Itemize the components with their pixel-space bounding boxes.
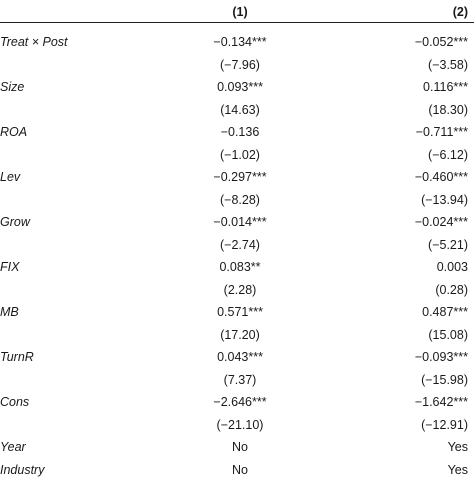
table-row xyxy=(0,391,474,413)
table-row xyxy=(0,76,474,98)
column-header-1: (1) xyxy=(232,5,248,19)
table-row xyxy=(0,166,474,188)
table-row xyxy=(0,279,474,301)
cell-col1: (−7.96) xyxy=(220,57,260,72)
cell-col2: −0.093*** xyxy=(414,350,468,364)
table-row xyxy=(0,301,474,323)
cell-col2: −0.052*** xyxy=(414,35,468,49)
cell-col1: −2.646*** xyxy=(213,395,267,409)
variable-label: Industry xyxy=(0,462,45,477)
column-header-2: (2) xyxy=(452,5,468,19)
table-row xyxy=(0,144,474,166)
table-row xyxy=(0,256,474,278)
cell-col2: Yes xyxy=(447,440,468,454)
cell-col2: (−6.12) xyxy=(428,147,468,162)
variable-label: Size xyxy=(0,80,25,94)
variable-label: MB xyxy=(0,305,19,319)
cell-col1: No xyxy=(232,462,248,477)
cell-col2: 0.116*** xyxy=(423,80,468,94)
table-row xyxy=(0,459,474,481)
variable-label: Cons xyxy=(0,395,30,409)
cell-col1: −0.134*** xyxy=(213,35,267,49)
cell-col1: (−2.74) xyxy=(220,237,260,252)
variable-label: Treat × Post xyxy=(0,35,68,49)
cell-col1: −0.297*** xyxy=(213,170,267,184)
table-row xyxy=(0,54,474,76)
cell-col1: No xyxy=(232,440,248,454)
cell-col2: 0.003 xyxy=(436,260,468,274)
cell-col1: (−1.02) xyxy=(220,147,260,162)
cell-col2: −0.711*** xyxy=(415,125,468,139)
table-row xyxy=(0,414,474,436)
variable-label: FIX xyxy=(0,260,20,274)
cell-col1: (17.20) xyxy=(220,327,260,342)
header-row xyxy=(0,1,474,23)
cell-col2: −0.460*** xyxy=(414,170,468,184)
table-row xyxy=(0,234,474,256)
variable-label: Lev xyxy=(0,170,21,184)
cell-col1: (2.28) xyxy=(223,282,257,297)
table-row xyxy=(0,99,474,121)
cell-col1: (7.37) xyxy=(223,372,257,387)
header-rule xyxy=(0,22,474,23)
cell-col1: 0.093*** xyxy=(217,80,263,94)
cell-col1: (−21.10) xyxy=(216,417,264,432)
cell-col2: −0.024*** xyxy=(414,215,468,229)
variable-label: TurnR xyxy=(0,350,34,364)
cell-col2: (−5.21) xyxy=(428,237,468,252)
cell-col2: Yes xyxy=(447,462,468,477)
cell-col1: −0.136 xyxy=(220,125,260,139)
cell-col2: 0.487*** xyxy=(422,305,468,319)
variable-label: Year xyxy=(0,440,26,454)
table-row xyxy=(0,436,474,458)
variable-label: Grow xyxy=(0,215,30,229)
cell-col1: 0.043*** xyxy=(217,350,263,364)
table-row xyxy=(0,211,474,233)
cell-col2: (−3.58) xyxy=(428,57,468,72)
cell-col1: −0.014*** xyxy=(213,215,267,229)
variable-label: ROA xyxy=(0,125,28,139)
table-row xyxy=(0,324,474,346)
cell-col2: (0.28) xyxy=(435,282,468,297)
cell-col2: (−13.94) xyxy=(421,192,468,207)
cell-col2: (−15.98) xyxy=(421,372,468,387)
cell-col2: (−12.91) xyxy=(421,417,468,432)
cell-col1: 0.571*** xyxy=(217,305,263,319)
table-row xyxy=(0,346,474,368)
table-row xyxy=(0,31,474,53)
cell-col1: (−8.28) xyxy=(220,192,260,207)
table-row xyxy=(0,369,474,391)
cell-col1: 0.083** xyxy=(219,260,261,274)
cell-col2: −1.642*** xyxy=(414,395,468,409)
table-row xyxy=(0,189,474,211)
table-row xyxy=(0,121,474,143)
cell-col2: (18.30) xyxy=(428,102,468,117)
cell-col2: (15.08) xyxy=(428,327,468,342)
cell-col1: (14.63) xyxy=(220,102,260,117)
